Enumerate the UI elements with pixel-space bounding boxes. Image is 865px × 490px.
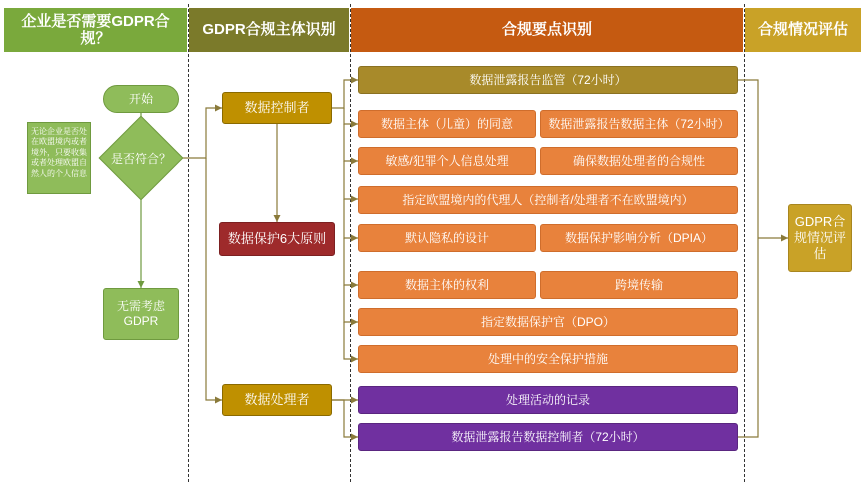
point-breach-report-regulator: 数据泄露报告监管（72小时） (358, 66, 738, 94)
point-child-consent: 数据主体（儿童）的同意 (358, 110, 536, 138)
scope-note: 无论企业是否处在欧盟境内或者境外，只要收集或者处理欧盟自然人的个人信息 (27, 122, 91, 194)
point-eu-representative: 指定欧盟境内的代理人（控制者/处理者不在欧盟境内） (358, 186, 738, 214)
decision-label: 是否符合？ (111, 151, 172, 166)
point-data-subject-rights: 数据主体的权利 (358, 271, 536, 299)
point-sensitive-criminal-data: 敏感/犯罪个人信息处理 (358, 147, 536, 175)
no-need-node: 无需考虑GDPR (103, 288, 179, 340)
point-dpo: 指定数据保护官（DPO） (358, 308, 738, 336)
point-security-measures: 处理中的安全保护措施 (358, 345, 738, 373)
point-cross-border-transfer: 跨境传输 (540, 271, 738, 299)
data-controller-node: 数据控制者 (222, 92, 332, 124)
point-processor-compliance: 确保数据处理者的合规性 (540, 147, 738, 175)
point-dpia: 数据保护影响分析（DPIA） (540, 224, 738, 252)
point-breach-report-controller: 数据泄露报告数据控制者（72小时） (358, 423, 738, 451)
lane-divider-1 (188, 4, 189, 482)
band-compliance-points: 合规要点识别 (351, 8, 743, 52)
lane-divider-3 (744, 4, 745, 482)
decision-node (111, 128, 171, 188)
point-processing-records: 处理活动的记录 (358, 386, 738, 414)
point-privacy-by-default: 默认隐私的设计 (358, 224, 536, 252)
assessment-node: GDPR合规情况评估 (788, 204, 852, 272)
band-gdpr-need: 企业是否需要GDPR合规？ (4, 8, 187, 52)
six-principles-node: 数据保护6大原则 (219, 222, 335, 256)
band-compliance-assessment: 合规情况评估 (745, 8, 861, 52)
lane-divider-2 (350, 4, 351, 482)
data-processor-node: 数据处理者 (222, 384, 332, 416)
point-breach-report-subject: 数据泄露报告数据主体（72小时） (540, 110, 738, 138)
start-node: 开始 (103, 85, 179, 113)
band-subject-identification: GDPR合规主体识别 (189, 8, 349, 52)
